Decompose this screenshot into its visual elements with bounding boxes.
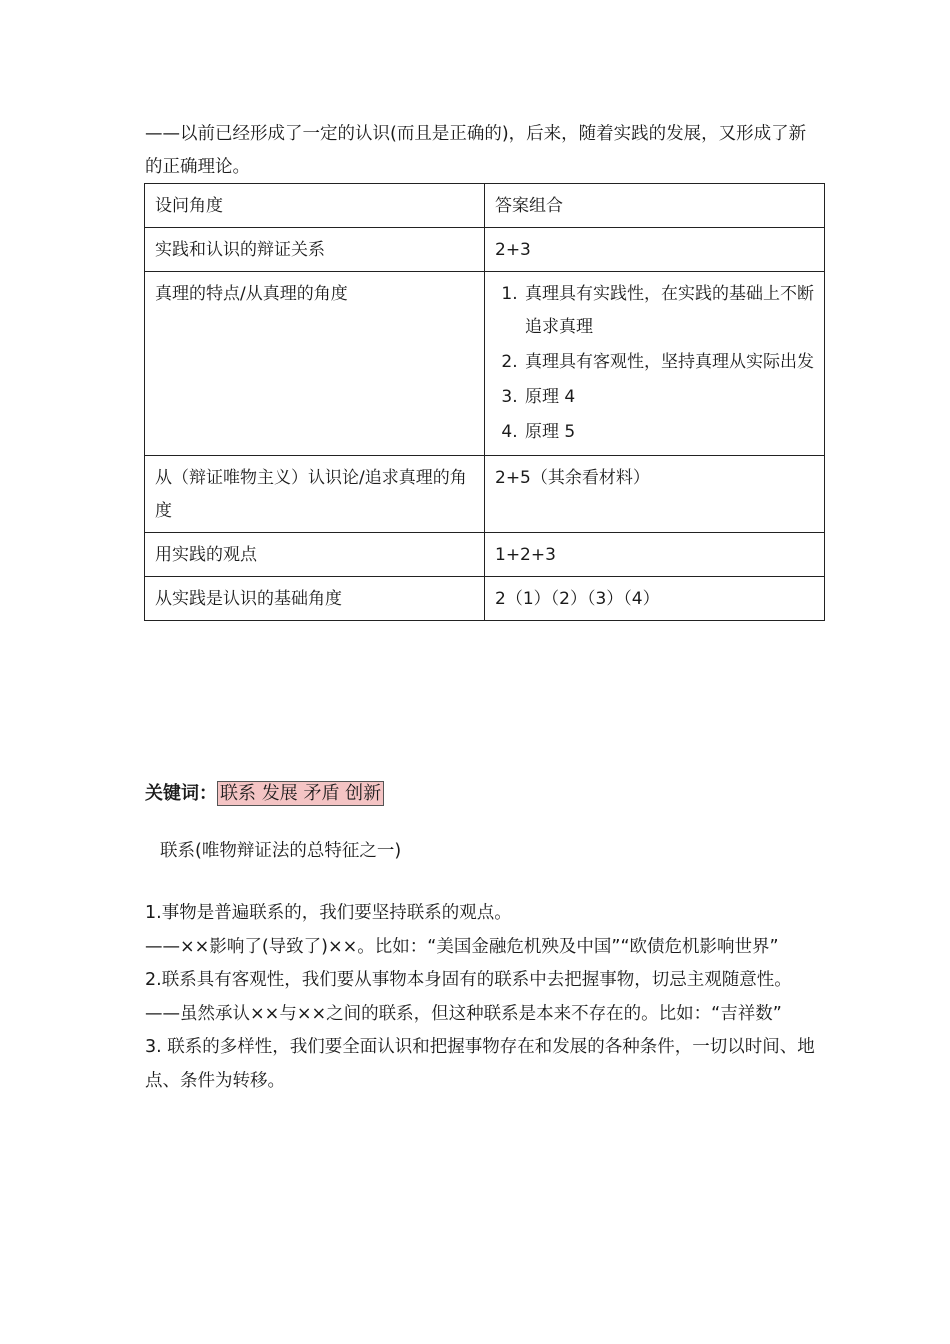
answer-list-item: 1. 真理具有实践性，在实践的基础上不断追求真理 (523, 278, 814, 344)
angle-cell: 从实践是认识的基础角度 (145, 577, 485, 621)
keywords-line (145, 779, 384, 809)
answer-cell: 1+2+3 (485, 533, 825, 577)
table-row (145, 456, 825, 533)
answer-cell: 2+3 (485, 228, 825, 272)
angle-cell: 真理的特点/从真理的角度 (145, 272, 485, 456)
intro-paragraph: ——以前已经形成了一定的认识(而且是正确的)，后来，随着实践的发展，又形成了新的正确理论。 (145, 124, 807, 177)
answer-cell: 2（1）（2）（3）（4） (485, 577, 825, 621)
body-paragraph: 2.联系具有客观性，我们要从事物本身固有的联系中去把握事物，切忌主观随意性。 (145, 970, 792, 990)
answer-list-item: 3. 原理 4 (523, 381, 814, 414)
answer-cell: 2+5（其余看材料） (485, 456, 825, 533)
table-row (145, 272, 825, 456)
section-subheading: 联系(唯物辩证法的总特征之一) (160, 841, 402, 861)
body-paragraph: 1.事物是普遍联系的，我们要坚持联系的观点。 (145, 903, 512, 923)
table-row (145, 577, 825, 621)
body-paragraph: 3. 联系的多样性，我们要全面认识和把握事物存在和发展的各种条件，一切以时间、地点、条件为转移。 (145, 1037, 815, 1091)
answer-list-item: 4. 原理 5 (523, 416, 814, 449)
question-answer-table (144, 183, 825, 621)
table-header-row (145, 184, 825, 228)
body-text (145, 897, 815, 1098)
answer-cell (485, 272, 825, 456)
keywords-label: 关键词： (145, 783, 217, 804)
table-row (145, 533, 825, 577)
angle-cell: 从（辩证唯物主义）认识论/追求真理的角度 (145, 456, 485, 533)
body-paragraph: ——××影响了(导致了)××。比如：“美国金融危机殃及中国”“欧债危机影响世界” (145, 936, 779, 957)
angle-cell: 实践和认识的辩证关系 (145, 228, 485, 272)
keywords-highlight: 联系 发展 矛盾 创新 (217, 781, 384, 806)
table-header-cell: 答案组合 (485, 184, 825, 228)
answer-list (495, 278, 814, 449)
answer-list-item: 2. 真理具有客观性，坚持真理从实际出发 (523, 346, 814, 379)
body-paragraph: ——虽然承认××与××之间的联系，但这种联系是本来不存在的。比如：“吉祥数” (145, 1003, 782, 1024)
table-header-cell: 设问角度 (145, 184, 485, 228)
table-row (145, 228, 825, 272)
angle-cell: 用实践的观点 (145, 533, 485, 577)
